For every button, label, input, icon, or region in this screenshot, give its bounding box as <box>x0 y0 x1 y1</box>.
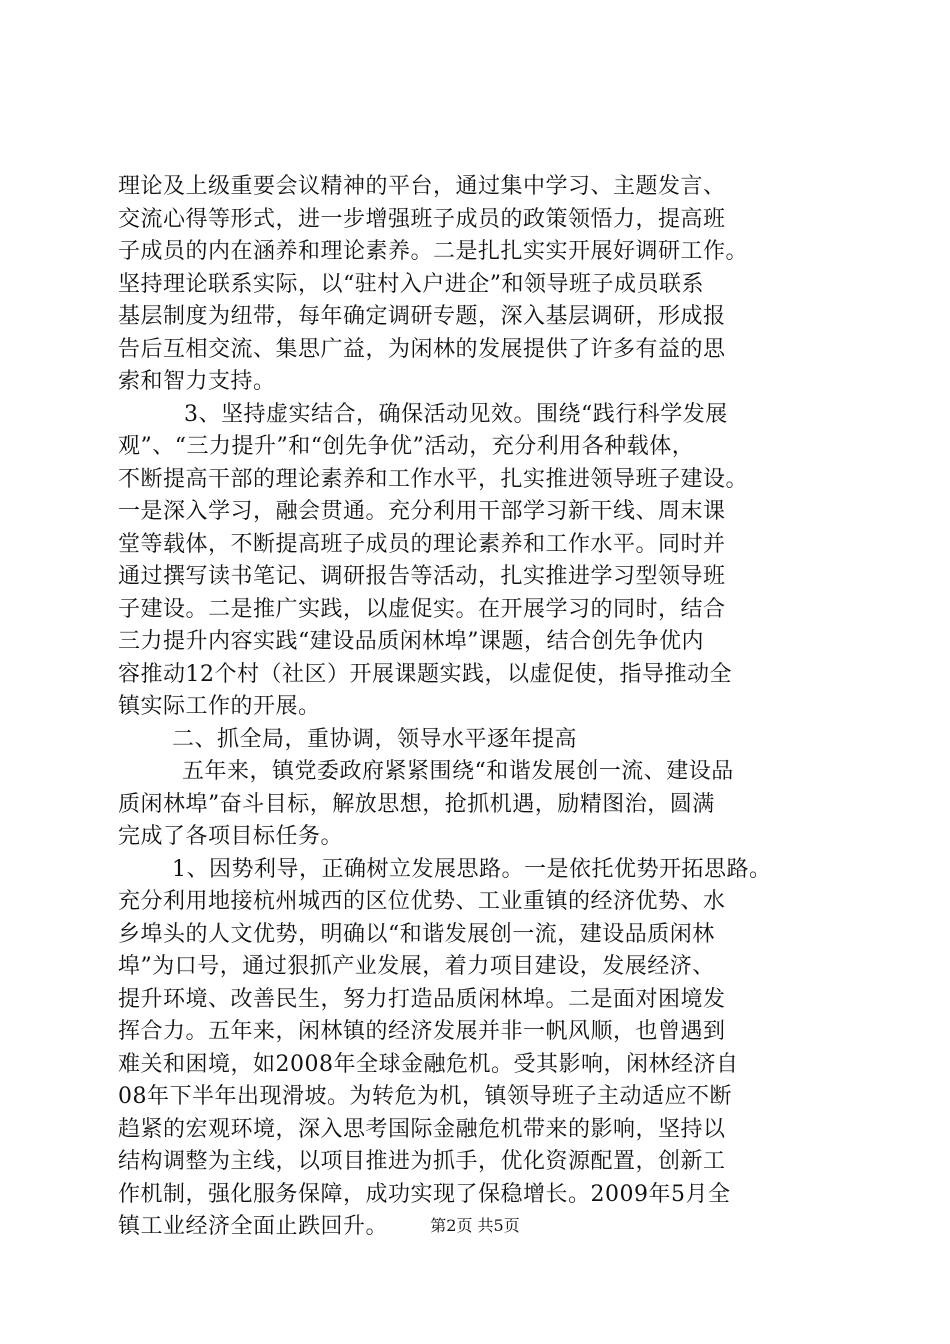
section-heading: 二、抓全局，重协调，领导水平逐年提高 <box>172 726 578 752</box>
text-line: 告后互相交流、集思广益，为闲林的发展提供了许多有益的思 <box>118 336 726 362</box>
text-line: 趋紧的宏观环境，深入思考国际金融危机带来的影响，坚持以 <box>118 1116 726 1142</box>
page-footer: 第2页 共5页 <box>430 1216 520 1235</box>
text-line: 08年下半年出现滑坡。为转危为机，镇领导班子主动适应不断 <box>118 1084 732 1109</box>
text-line: 理论及上级重要会议精神的平台，通过集中学习、主题发言、 <box>118 174 726 199</box>
text-line: 容推动12个村（社区）开展课题实践，以虚促使，指导推动全 <box>118 661 732 687</box>
text-line: 完成了各项目标任务。 <box>118 824 344 849</box>
text-line: 难关和困境，如2008年全球金融危机。受其影响，闲林经济自 <box>118 1051 739 1077</box>
text-line: 挥合力。五年来，闲林镇的经济发展并非一帆风顺，也曾遇到 <box>118 1019 726 1044</box>
text-line: 坚持理论联系实际，以“驻村入户进企”和领导班子成员联系 <box>118 271 704 297</box>
text-line: 基层制度为纽带，每年确定调研专题，深入基层调研，形成报 <box>118 304 726 329</box>
text-line: 质闲林埠”奋斗目标，解放思想，抢抓机遇，励精图治，圆满 <box>118 791 715 817</box>
text-line: 3、坚持虚实结合，确保活动见效。围绕“践行科学发展 <box>184 401 728 427</box>
text-line: 通过撰写读书笔记、调研报告等活动，扎实推进学习型领导班 <box>118 564 726 589</box>
text-line: 1、因势利导，正确树立发展思路。一是依托优势开拓思路。 <box>172 856 772 882</box>
text-line: 子成员的内在涵养和理论素养。二是扎扎实实开展好调研工作。 <box>118 239 749 264</box>
document-body <box>118 171 838 1244</box>
text-line: 提升环境、改善民生，努力打造品质闲林埠。二是面对困境发 <box>118 986 726 1012</box>
text-line: 五年来，镇党委政府紧紧围绕“和谐发展创一流、建设品 <box>182 759 734 784</box>
text-line: 子建设。二是推广实践，以虚促实。在开展学习的同时，结合 <box>118 596 726 622</box>
text-line: 充分利用地接杭州城西的区位优势、工业重镇的经济优势、水 <box>118 889 726 914</box>
text-line: 三力提升内容实践“建设品质闲林埠”课题，结合创先争优内 <box>118 629 704 654</box>
text-line: 堂等载体，不断提高班子成员的理论素养和工作水平。同时并 <box>118 531 726 557</box>
text-line: 结构调整为主线，以项目推进为抓手，优化资源配置，创新工 <box>118 1149 726 1174</box>
text-line: 交流心得等形式，进一步增强班子成员的政策领悟力，提高班 <box>118 206 726 232</box>
text-line: 观”、“三力提升”和“创先争优”活动，充分利用各种载体， <box>118 434 695 459</box>
text-line: 镇工业经济全面止跌回升。 <box>118 1214 389 1239</box>
text-line: 作机制，强化服务保障，成功实现了保稳增长。2009年5月全 <box>118 1181 731 1207</box>
text-line: 乡埠头的人文优势，明确以“和谐发展创一流，建设品质闲林 <box>118 921 715 947</box>
text-line: 一是深入学习，融会贯通。充分利用干部学习新干线、周末课 <box>118 499 726 524</box>
text-line: 不断提高干部的理论素养和工作水平，扎实推进领导班子建设。 <box>118 466 749 492</box>
text-line: 镇实际工作的开展。 <box>118 694 321 719</box>
text-line: 索和智力支持。 <box>118 369 276 394</box>
text-line: 埠”为口号，通过狠抓产业发展，着力项目建设，发展经济、 <box>118 954 715 979</box>
